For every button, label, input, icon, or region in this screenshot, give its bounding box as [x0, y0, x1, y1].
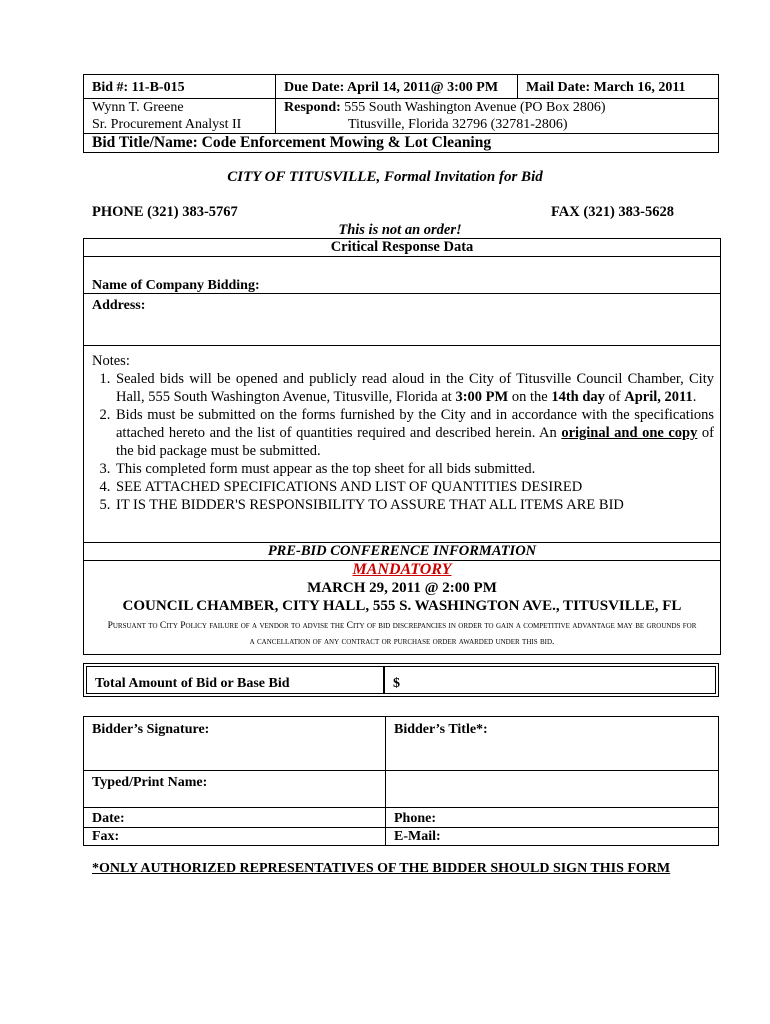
due-date: Due Date: April 14, 2011@ 3:00 PM: [276, 75, 518, 99]
prebid-details: [84, 561, 720, 654]
critical-response-title: Critical Response Data: [84, 239, 720, 257]
date-field[interactable]: Date:: [84, 808, 386, 828]
policy-disclaimer: Pursuant to City Policy failure of a vendor to advise the City of bid discrepancies in order to gain a competitive advantage may be grounds for a cancellation of any contract or purchase order awarded under this bid.: [107, 621, 697, 647]
total-bid-label: Total Amount of Bid or Base Bid: [86, 666, 384, 694]
respond-address-line2: Titusville, Florida 32796 (32781-2806): [348, 117, 568, 132]
mandatory-label: MANDATORY: [352, 561, 452, 578]
contact-cell: [84, 99, 276, 134]
bid-header-table: [83, 74, 719, 153]
prebid-title: PRE-BID CONFERENCE INFORMATION: [84, 543, 720, 561]
bid-title: Bid Title/Name: Code Enforcement Mowing & Lot Cleaning: [84, 134, 719, 153]
notes-title: Notes:: [92, 353, 130, 369]
note-1: 1. Sealed bids will be opened and publicly read aloud in the City of Titusville Council Chamber, City Hall, 555 South Washington Avenue, Titusville, Florida at 3:00 PM on the 14th day of April, 2011.: [114, 370, 714, 406]
contact-title: Sr. Procurement Analyst II: [92, 117, 242, 132]
fax-field[interactable]: Fax:: [84, 828, 386, 846]
note-5: 5. IT IS THE BIDDER'S RESPONSIBILITY TO ASSURE THAT ALL ITEMS ARE BID: [114, 496, 714, 514]
bid-number: Bid #: 11-B-015: [84, 75, 276, 99]
contact-name: Wynn T. Greene: [92, 100, 184, 115]
notes-section: [84, 346, 720, 543]
signature-field[interactable]: Bidder’s Signature:: [84, 717, 386, 771]
signature-table: [83, 716, 719, 846]
respond-address-line1: 555 South Washington Avenue (PO Box 2806): [340, 100, 606, 115]
note-4: 4. SEE ATTACHED SPECIFICATIONS AND LIST OF QUANTITIES DESIRED: [114, 478, 714, 496]
company-name-label: Name of Company Bidding:: [92, 278, 260, 293]
print-name-field[interactable]: Typed/Print Name:: [84, 771, 386, 808]
email-field[interactable]: E-Mail:: [386, 828, 719, 846]
phone-number: PHONE (321) 383-5767: [92, 204, 238, 220]
note-3: 3. This completed form must appear as the top sheet for all bids submitted.: [114, 460, 714, 478]
not-order-notice: This is not an order!: [338, 222, 462, 238]
company-name-field[interactable]: [84, 257, 720, 294]
print-name-blank[interactable]: [386, 771, 719, 808]
prebid-location: COUNCIL CHAMBER, CITY HALL, 555 S. WASHINGTON AVE., TITUSVILLE, FL: [122, 598, 682, 614]
respond-cell: [276, 99, 719, 134]
city-heading: CITY OF TITUSVILLE, Formal Invitation for Bid: [227, 169, 543, 185]
mail-date: Mail Date: March 16, 2011: [518, 75, 719, 99]
respond-label: Respond:: [284, 100, 341, 115]
prebid-date: MARCH 29, 2011 @ 2:00 PM: [307, 580, 497, 596]
address-field[interactable]: [84, 294, 720, 346]
critical-response-block: [83, 238, 721, 655]
note-2: 2. Bids must be submitted on the forms furnished by the City and in accordance with the specifications attached hereto and the list of quantities required and described herein. An original and one copy of the bid package must be submitted.: [114, 406, 714, 460]
total-bid-box: [83, 663, 719, 697]
authorized-signer-note: *ONLY AUTHORIZED REPRESENTATIVES OF THE BIDDER SHOULD SIGN THIS FORM: [92, 861, 671, 876]
fax-number: FAX (321) 383-5628: [551, 204, 674, 220]
address-label: Address:: [92, 298, 146, 313]
title-field[interactable]: Bidder’s Title*:: [386, 717, 719, 771]
total-bid-amount-field[interactable]: $: [384, 666, 716, 694]
phone-field[interactable]: Phone:: [386, 808, 719, 828]
